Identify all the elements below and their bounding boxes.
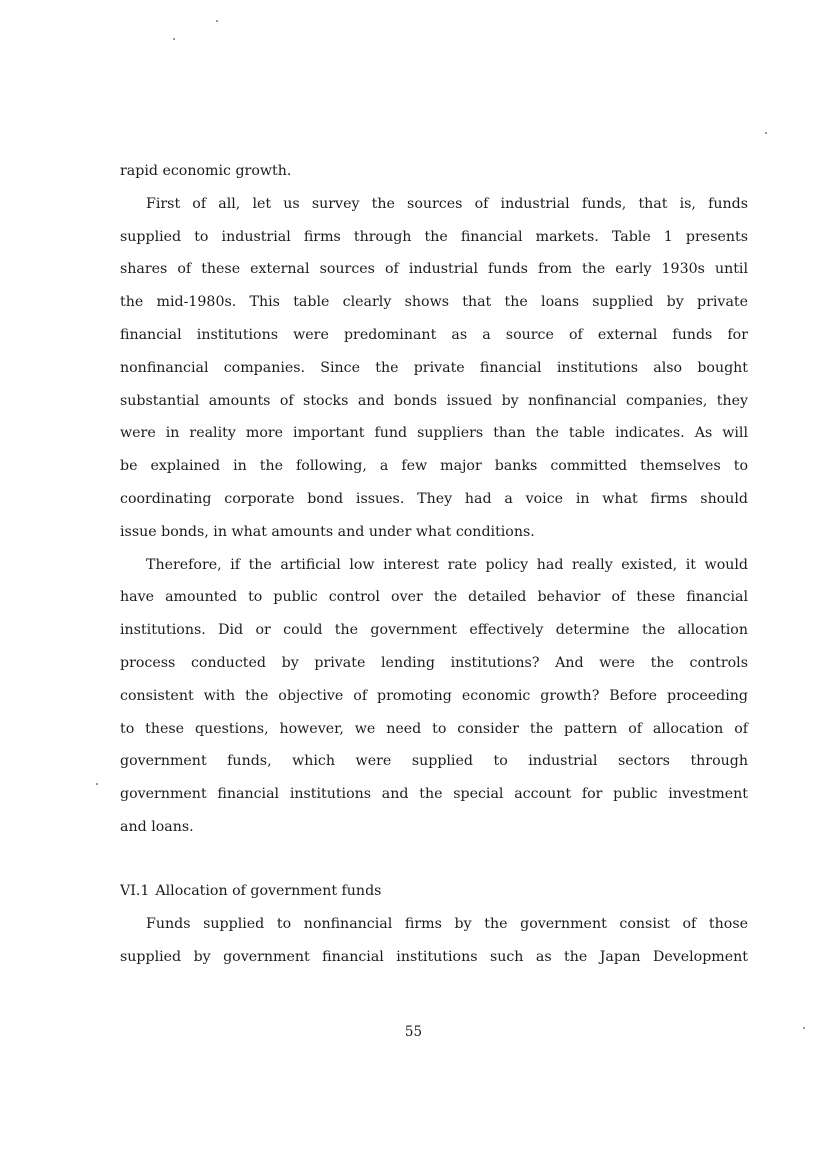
scan-speck [765, 132, 767, 134]
text-line: financial institutions were predominant as a source of external funds for [120, 326, 748, 343]
text-line: government funds, which were supplied to industrial sectors through [120, 753, 748, 770]
text-line: have amounted to public control over the detailed behavior of these financial [120, 589, 748, 606]
text-line: be explained in the following, a few major banks committed themselves to [120, 458, 748, 475]
section-heading [120, 875, 381, 908]
body-text-block-2 [120, 908, 748, 974]
text-line: rapid economic growth. [120, 163, 292, 179]
text-line: supplied to industrial firms through the financial markets. Table 1 presents [120, 228, 748, 245]
text-line: process conducted by private lending institutions? And were the controls [120, 654, 748, 671]
text-line: were in reality more important fund suppliers than the table indicates. As will [120, 425, 748, 442]
scan-speck [216, 20, 218, 22]
text-line: Therefore, if the artificial low interest rate policy had really existed, it would [146, 556, 748, 573]
text-line: First of all, let us survey the sources of industrial funds, that is, funds [146, 195, 748, 212]
text-line: government financial institutions and the special account for public investment [120, 786, 748, 803]
text-line: consistent with the objective of promoting economic growth? Before proceeding [120, 687, 748, 704]
text-line: Funds supplied to nonfinancial firms by the government consist of those [146, 916, 748, 932]
text-line: nonfinancial companies. Since the private financial institutions also bought [120, 359, 748, 376]
section-number: VI.1 [120, 883, 150, 899]
text-line: shares of these external sources of industrial funds from the early 1930s until [120, 261, 748, 278]
text-line: to these questions, however, we need to consider the pattern of allocation of [120, 720, 748, 737]
text-line: institutions. Did or could the government effectively determine the allocation [120, 622, 748, 639]
body-text-block-1 [120, 155, 748, 844]
scan-speck [173, 38, 175, 40]
text-line: coordinating corporate bond issues. They had a voice in what firms should [120, 490, 748, 507]
section-title: Allocation of government funds [155, 883, 382, 899]
scan-speck [803, 1027, 805, 1029]
text-line: issue bonds, in what amounts and under what conditions. [120, 523, 535, 540]
text-line: substantial amounts of stocks and bonds issued by nonfinancial companies, they [120, 392, 748, 409]
text-line: the mid-1980s. This table clearly shows that the loans supplied by private [120, 294, 748, 311]
page-number: 55 [404, 1024, 423, 1040]
text-line: supplied by government financial institutions such as the Japan Development [120, 948, 748, 965]
text-line: and loans. [120, 818, 194, 835]
scan-speck [96, 783, 98, 785]
